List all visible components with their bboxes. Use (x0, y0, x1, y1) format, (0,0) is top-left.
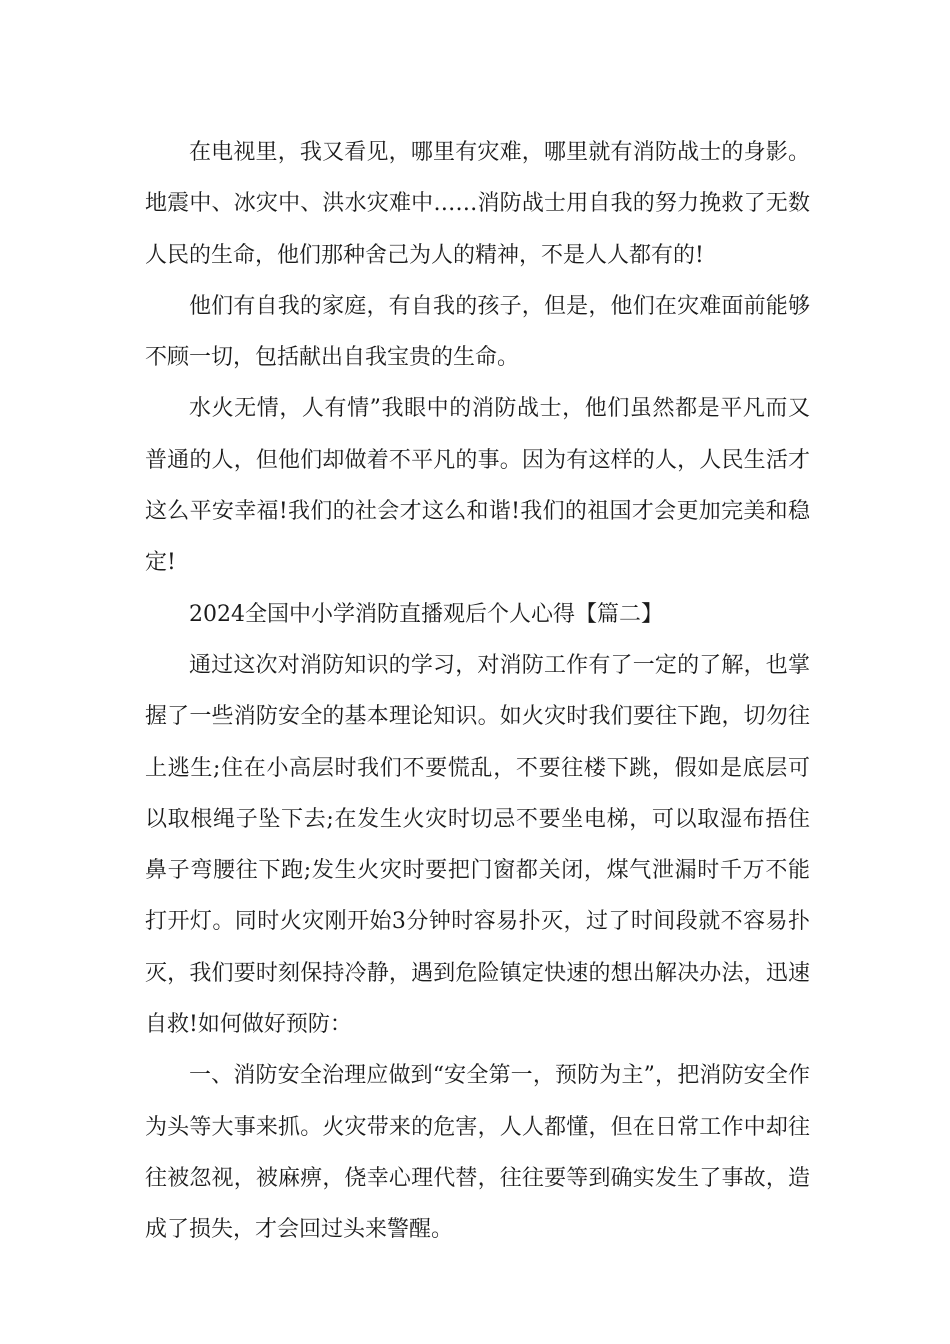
paragraph-3: 水火无情，人有情”我眼中的消防战士，他们虽然都是平凡而又普通的人，但他们却做着不平凡的事。因为有这样的人，人民生活才这么平安幸福!我们的社会才这么和谐!我们的祖国才会更加完美和稳定! (145, 396, 810, 576)
document-body (145, 127, 810, 1256)
paragraph-4: 通过这次对消防知识的学习，对消防工作有了一定的了解，也掌握了一些消防安全的基本理论知识。如火灾时我们要往下跑，切勿往上逃生;住在小高层时我们不要慌乱，不要往楼下跳，假如是底层可以取根绳子坠下去;在发生火灾时切忌不要坐电梯，可以取湿布捂住鼻子弯腰往下跑;发生火灾时要把门窗都关闭，煤气泄漏时千万不能打开灯。同时火灾刚开始3分钟时容易扑灭，过了时间段就不容易扑灭，我们要时刻保持冷静，遇到危险镇定快速的想出解决办法，迅速自救!如何做好预防： (145, 652, 810, 1038)
paragraph-5: 一、消防安全治理应做到“安全第一，预防为主”，把消防安全作为头等大事来抓。火灾带来的危害，人人都懂，但在日常工作中却往往被忽视，被麻痹，侥幸心理代替，往往要等到确实发生了事故，造成了损失，才会回过头来警醒。 (145, 1063, 810, 1243)
paragraph-2: 他们有自我的家庭，有自我的孩子，但是，他们在灾难面前能够不顾一切，包括献出自我宝贵的生命。 (145, 293, 810, 371)
paragraph-1: 在电视里，我又看见，哪里有灾难，哪里就有消防战士的身影。地震中、冰灾中、洪水灾难中……消防战士用自我的努力挽救了无数人民的生命，他们那种舍己为人的精神，不是人人都有的! (145, 140, 810, 268)
section-heading: 2024全国中小学消防直播观后个人心得【篇二】 (189, 601, 663, 627)
